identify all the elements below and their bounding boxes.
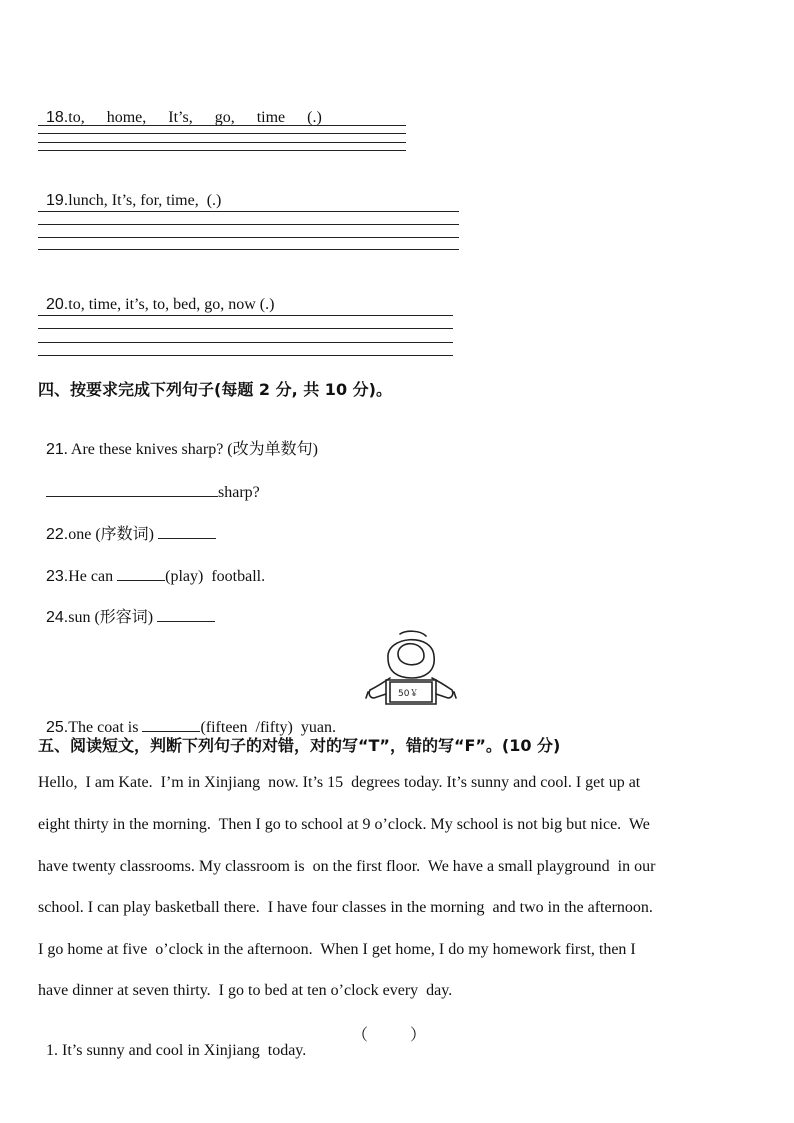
question-text: lunch, It’s, for, time, (.) <box>68 192 222 209</box>
question-number: 24. <box>46 609 69 626</box>
question-text-after: (fifteen /fifty) yuan. <box>200 719 336 736</box>
passage-line: have dinner at seven thirty. I go to bed at ten o’clock every day. <box>38 982 453 999</box>
question-24 <box>38 587 215 628</box>
scrambled-word: It’s, <box>168 109 193 126</box>
price-tag-label: 50￥ <box>398 689 419 699</box>
question-text: to, time, it’s, to, bed, go, now (.) <box>68 296 275 313</box>
paren-open: （ <box>352 1027 369 1044</box>
question-22 <box>38 504 216 545</box>
writing-line[interactable] <box>38 224 459 225</box>
question-text: sun (形容词) <box>68 609 154 626</box>
answer-suffix: sharp? <box>218 484 260 501</box>
writing-line[interactable] <box>38 249 459 250</box>
judge-answer-space[interactable] <box>372 1026 410 1040</box>
judge-statement: 1. It’s sunny and cool in Xinjiang today. <box>46 1042 307 1059</box>
scrambled-word: to, <box>68 109 85 126</box>
question-number: 18. <box>46 109 69 126</box>
passage-line: Hello, I am Kate. I’m in Xinjiang now. It’s 15 degrees today. It’s sunny and cool. I get up at <box>38 774 641 791</box>
question-number: 19. <box>46 192 69 209</box>
writing-line[interactable] <box>38 133 406 134</box>
answer-blank[interactable] <box>117 566 165 581</box>
writing-line[interactable] <box>38 342 453 343</box>
scrambled-word: home, <box>106 109 147 126</box>
judge-item-1 <box>38 1024 306 1060</box>
answer-blank[interactable] <box>158 524 216 539</box>
question-text-after: (play) football. <box>165 568 266 585</box>
question-number: 25. <box>46 719 69 736</box>
question-text: . Are these knives sharp? (改为单数句) <box>63 441 318 458</box>
answer-blank[interactable] <box>157 607 215 622</box>
robot-price-tag-image <box>364 628 458 710</box>
section-4-heading: 四、按要求完成下列句子(每题 2 分, 共 10 分)。 <box>38 380 392 399</box>
question-21 <box>38 420 318 460</box>
writing-line[interactable] <box>38 355 453 356</box>
writing-line[interactable] <box>38 125 406 126</box>
question-21-answer <box>38 462 260 503</box>
question-number: 21 <box>46 441 64 458</box>
scrambled-punct: (.) <box>307 109 322 126</box>
passage-line: eight thirty in the morning. Then I go to school at 9 o’clock. My school is not big but nice. We <box>38 816 650 833</box>
question-20 <box>38 275 274 315</box>
paren-close: ） <box>410 1027 427 1044</box>
question-23 <box>38 546 265 587</box>
answer-blank[interactable] <box>46 482 218 497</box>
writing-line[interactable] <box>38 211 459 212</box>
question-number: 20. <box>46 296 69 313</box>
question-text-before: He can <box>68 568 114 585</box>
question-text-before: The coat is <box>68 719 139 736</box>
writing-line[interactable] <box>38 237 459 238</box>
question-number: 23. <box>46 568 69 585</box>
passage-line: have twenty classrooms. My classroom is on the first floor. We have a small playground in our <box>38 858 656 875</box>
section-5-heading: 五、阅读短文，判断下列句子的对错，对的写“T”，错的写“F”。(10 分) <box>38 736 561 755</box>
writing-line[interactable] <box>38 328 453 329</box>
question-text: one (序数词) <box>68 526 155 543</box>
passage-line: school. I can play basketball there. I have four classes in the morning and two in the afternoon. <box>38 899 653 916</box>
writing-line[interactable] <box>38 315 453 316</box>
passage-line: I go home at five o’clock in the afternoon. When I get home, I do my homework first, then I <box>38 941 636 958</box>
question-19 <box>38 171 221 211</box>
answer-blank[interactable] <box>142 717 200 732</box>
scrambled-word: time <box>256 109 286 126</box>
writing-line[interactable] <box>38 142 406 143</box>
writing-line[interactable] <box>38 150 406 151</box>
question-18 <box>38 88 322 128</box>
question-number: 22. <box>46 526 69 543</box>
scrambled-word: go, <box>214 109 235 126</box>
question-25 <box>38 697 336 738</box>
